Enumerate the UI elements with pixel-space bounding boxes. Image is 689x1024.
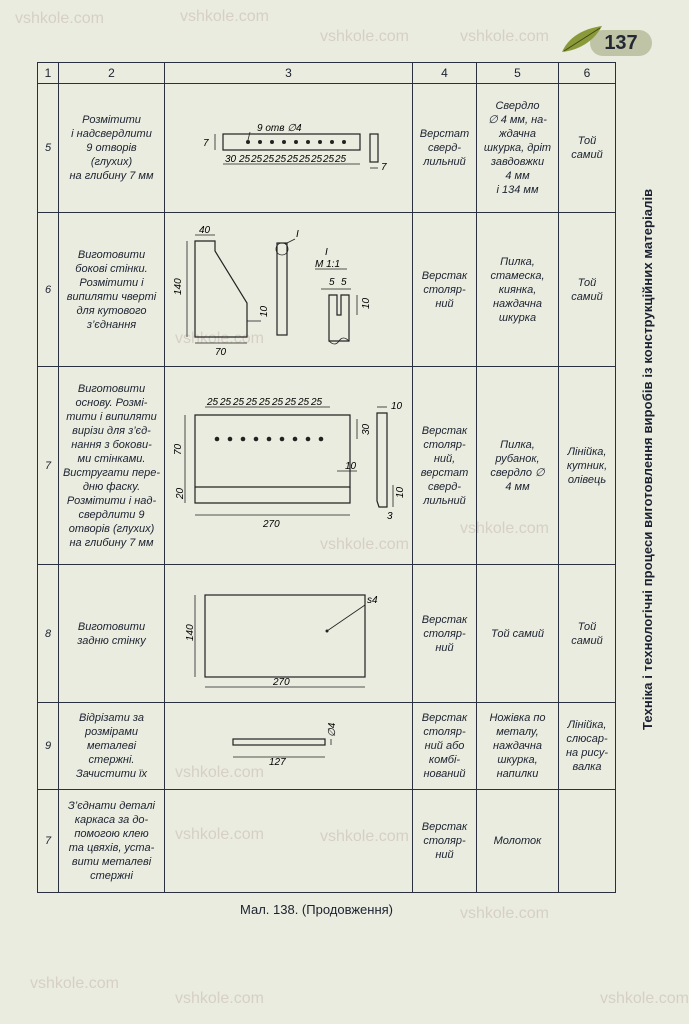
text-line: вирізи для з’єд- [72, 424, 151, 437]
text-line: Верстак [421, 424, 468, 437]
svg-text:25: 25 [335, 154, 347, 165]
dim-label: 7 [381, 162, 387, 173]
drawing-cell [165, 213, 413, 367]
watermark: vshkole.com [15, 10, 104, 27]
text-line: основу. Розмі- [75, 396, 148, 409]
dim-label: 70 [173, 443, 184, 455]
header-cell: 2 [59, 63, 165, 84]
text-line: столяр- [423, 283, 466, 296]
row-number: 9 [38, 703, 59, 790]
text-line: нований [423, 768, 466, 780]
spacing-labels [225, 154, 347, 165]
dim-label: 127 [269, 757, 286, 768]
text-line: столяр- [423, 726, 466, 738]
text-line: Відрізати за [79, 712, 144, 724]
text-line: шкурка, дріт [483, 142, 552, 154]
holes [215, 437, 324, 442]
text-line: ний [435, 641, 454, 654]
watermark: vshkole.com [320, 28, 409, 45]
drawing-cell [165, 790, 413, 893]
text-line: Розмітити і [79, 276, 144, 289]
text-line: столяр- [423, 835, 466, 847]
text-line: самий [571, 290, 603, 303]
svg-text:25: 25 [299, 154, 311, 165]
drawing-side-wall [165, 213, 413, 366]
table-row [38, 367, 616, 565]
dim-label: 70 [215, 347, 227, 358]
holes [246, 140, 346, 144]
text-line: на рису- [565, 747, 608, 759]
watermark: vshkole.com [175, 826, 264, 843]
text-line: бокові стінки. [75, 262, 148, 275]
dim-label: 20 [175, 487, 186, 499]
dim-label: 10 [345, 461, 357, 472]
dim-label: ∅4 [327, 722, 338, 737]
text-line: Той [577, 620, 597, 633]
text-line: Виготовити [77, 620, 146, 633]
text-line: Молоток [493, 835, 542, 847]
svg-text:25: 25 [239, 154, 251, 165]
watermark: vshkole.com [460, 520, 549, 537]
text-line: Верстак [421, 613, 468, 626]
header-row [38, 63, 616, 84]
text-line: випиляти чверті [66, 290, 157, 303]
text-line: Лінійка, [567, 719, 607, 731]
table-row [38, 703, 616, 790]
text-line: ми стінками. [77, 452, 146, 465]
equipment-cell [413, 790, 477, 893]
table-row [38, 790, 616, 893]
text-line: Верстак [421, 269, 468, 282]
detail-label: I [325, 247, 328, 258]
watermark: vshkole.com [175, 764, 264, 781]
text-line: задню стінку [77, 634, 146, 647]
dim-label: 7 [203, 138, 209, 149]
watermark: vshkole.com [30, 975, 119, 992]
text-line: тити і випиляти [66, 410, 157, 423]
dim-label: 140 [173, 278, 184, 295]
svg-text:25: 25 [323, 154, 335, 165]
text-line: Вистругати пере- [62, 466, 161, 479]
text-line: ний [435, 297, 454, 310]
text-line: свердло ∅ [490, 466, 545, 479]
operation-cell [59, 703, 165, 790]
text-line: ∅ 4 мм, на- [488, 114, 547, 126]
operation-cell [59, 790, 165, 893]
drawing-rod [165, 703, 413, 789]
tools-cell [477, 367, 559, 565]
table-row [38, 213, 616, 367]
text-line: Пилка, [500, 438, 535, 451]
equipment-cell [413, 367, 477, 565]
watermark: vshkole.com [320, 828, 409, 845]
spacing-labels [206, 397, 323, 408]
tools-cell [477, 703, 559, 790]
text-line: отворів (глухих) [68, 522, 155, 535]
text-line: комбі- [428, 754, 461, 766]
figure-caption: Мал. 138. (Продовження) [240, 902, 394, 917]
text-line: металеві [86, 740, 137, 752]
svg-text:25: 25 [275, 154, 287, 165]
dim-label: 10 [395, 486, 406, 498]
svg-text:25: 25 [259, 397, 271, 408]
measure-cell [559, 703, 616, 790]
measure-cell [559, 213, 616, 367]
watermark: vshkole.com [320, 536, 409, 553]
text-line: олівець [567, 473, 607, 486]
text-line: на глибину 7 мм [69, 170, 154, 182]
operation-cell [59, 565, 165, 703]
drawing-back-wall [165, 565, 413, 702]
measure-cell [559, 565, 616, 703]
tools-cell [477, 84, 559, 213]
svg-text:25: 25 [311, 154, 323, 165]
watermark: vshkole.com [460, 28, 549, 45]
operation-cell [59, 367, 165, 565]
text-line: наждачна [492, 740, 543, 752]
dim-label: 5 [341, 277, 347, 288]
text-line: Розмітити і над- [66, 494, 157, 507]
callout-label: I [296, 229, 299, 240]
text-line: Зачистити їх [75, 768, 147, 780]
dim-label: 270 [263, 519, 280, 530]
row-number: 7 [38, 790, 59, 893]
watermark: vshkole.com [600, 990, 689, 1007]
text-line: Верстак [421, 712, 468, 724]
text-line: для кутового [76, 304, 147, 317]
text-line: помогою клею [74, 828, 149, 840]
text-line: свердлити 9 [78, 508, 145, 521]
equipment-cell [413, 213, 477, 367]
text-line: 4 мм [505, 480, 530, 493]
tools-cell [477, 790, 559, 893]
watermark: vshkole.com [180, 8, 269, 25]
text-line: Верстат [419, 128, 470, 140]
text-line: З’єднати деталі [68, 800, 155, 812]
header-cell: 5 [477, 63, 559, 84]
header-cell: 1 [38, 63, 59, 84]
text-line: стержні. [88, 754, 135, 766]
svg-text:25: 25 [251, 154, 263, 165]
row-number: 8 [38, 565, 59, 703]
svg-text:25: 25 [207, 397, 219, 408]
tools-cell [477, 565, 559, 703]
text-line: киянка, [498, 283, 537, 296]
watermark: vshkole.com [175, 330, 264, 347]
measure-cell [559, 84, 616, 213]
text-line: розмірами [85, 726, 138, 738]
text-line: напилки [496, 768, 539, 780]
dim-label: 10 [391, 401, 403, 412]
text-line: Лінійка, [567, 445, 607, 458]
page-number: 137 [590, 30, 652, 56]
drawing-cell [165, 703, 413, 790]
row-number: 5 [38, 84, 59, 213]
dim-label: 5 [329, 277, 335, 288]
text-line: рубанок, [495, 452, 540, 465]
svg-text:25: 25 [263, 154, 275, 165]
svg-text:25: 25 [246, 397, 258, 408]
text-line: наждачна [492, 297, 543, 310]
text-line: верстат [420, 466, 469, 479]
text-line: на глибину 7 мм [69, 536, 154, 549]
text-line: лильний [423, 494, 466, 507]
thickness-label: s4 [367, 595, 378, 606]
table-row [38, 565, 616, 703]
text-line: нання з бокови- [71, 438, 152, 451]
text-line: лильний [423, 156, 466, 168]
scale-label: М 1:1 [315, 259, 341, 270]
text-line: стамеска, [490, 269, 545, 282]
text-line: ждачна [499, 128, 536, 140]
text-line: 4 мм [505, 170, 530, 182]
measure-cell [559, 367, 616, 565]
drawing-cell [165, 565, 413, 703]
text-line: сверд- [428, 142, 461, 154]
row-number: 6 [38, 213, 59, 367]
header-cell: 3 [165, 63, 413, 84]
equipment-cell [413, 565, 477, 703]
text-line: шкурка [498, 311, 537, 324]
dim-label: 270 [273, 677, 290, 688]
dim-label: 10 [259, 305, 270, 317]
text-line: і надсвердлити [71, 128, 152, 140]
text-line: слюсар- [566, 733, 608, 745]
leaf-ornament-icon [560, 24, 604, 54]
text-line: самий [571, 634, 603, 647]
text-line: столяр- [423, 627, 466, 640]
text-line: Розмітити [82, 114, 141, 126]
drawing-base [165, 367, 413, 564]
text-line: шкурка, [497, 754, 538, 766]
drawing-rail [165, 84, 413, 212]
text-line: та цвяхів, уста- [68, 842, 155, 854]
text-line: Виготовити [77, 382, 146, 395]
equipment-cell [413, 703, 477, 790]
text-line: завдовжки [490, 156, 545, 168]
text-line: і 134 мм [496, 184, 539, 196]
header-cell: 4 [413, 63, 477, 84]
dim-label: 10 [361, 297, 372, 309]
dim-label: 140 [185, 624, 196, 641]
text-line: сверд- [428, 480, 461, 493]
svg-text:25: 25 [311, 397, 323, 408]
text-line: Той [577, 276, 597, 289]
row-number: 7 [38, 367, 59, 565]
text-line: валка [572, 761, 602, 773]
measure-cell [559, 790, 616, 893]
dim-label: 40 [199, 225, 211, 236]
dim-label: 3 [387, 511, 393, 522]
text-line: Пилка, [500, 255, 535, 268]
watermark: vshkole.com [175, 990, 264, 1007]
text-line: ний або [424, 740, 465, 752]
operation-cell [59, 213, 165, 367]
operations-table [37, 62, 616, 893]
text-line: вити металеві [71, 856, 152, 868]
tools-cell [477, 213, 559, 367]
drawing-cell [165, 367, 413, 565]
text-line: металу, [496, 726, 539, 738]
svg-text:25: 25 [272, 397, 284, 408]
text-line: стержні [90, 870, 133, 882]
drawing-cell [165, 84, 413, 213]
svg-text:25: 25 [287, 154, 299, 165]
text-line: 9 отворів [86, 142, 137, 154]
equipment-cell [413, 84, 477, 213]
svg-text:30: 30 [225, 154, 237, 165]
text-line: ний, [433, 452, 456, 465]
text-line: Виготовити [77, 248, 146, 261]
text-line: каркаса за до- [74, 814, 149, 826]
text-line: Свердло [495, 100, 540, 112]
svg-text:25: 25 [285, 397, 297, 408]
text-line: Той самий [490, 627, 545, 640]
svg-text:25: 25 [233, 397, 245, 408]
watermark: vshkole.com [460, 905, 549, 922]
text-line: (глухих) [90, 156, 133, 168]
text-line: Ножівка по [489, 712, 546, 724]
text-line: з’єднання [86, 318, 137, 331]
holes-label: 9 отв ∅4 [257, 123, 302, 134]
text-line: Той [577, 135, 597, 147]
text-line: Верстак [421, 821, 468, 833]
operation-cell [59, 84, 165, 213]
text-line: ний [435, 849, 454, 861]
text-line: кутник, [566, 459, 608, 472]
header-cell: 6 [559, 63, 616, 84]
svg-text:25: 25 [298, 397, 310, 408]
dim-label: 30 [361, 423, 372, 435]
text-line: самий [571, 149, 603, 161]
svg-text:25: 25 [220, 397, 232, 408]
text-line: столяр- [423, 438, 466, 451]
text-line: дню фаску. [82, 480, 141, 493]
table-row [38, 84, 616, 213]
